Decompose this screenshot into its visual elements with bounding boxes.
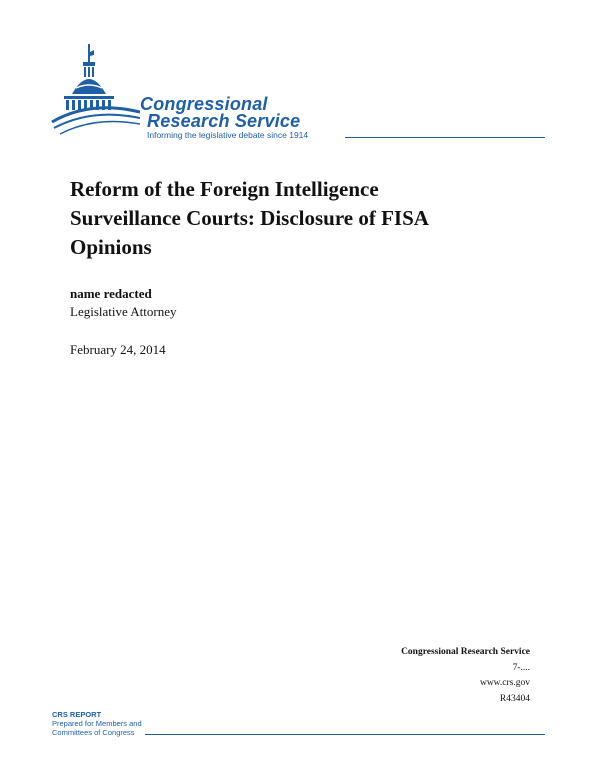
info-block — [310, 645, 530, 707]
footer-committees: Committees of Congress — [52, 728, 135, 737]
info-phone: 7-.... — [512, 662, 530, 673]
report-title: Reform of the Foreign Intelligence Surveillance Courts: Disclosure of FISA Opinions — [70, 177, 428, 259]
logo-tagline: Informing the legislative debate since 1914 — [147, 130, 309, 140]
author-title: Legislative Attorney — [70, 304, 177, 319]
logo-name-line2: Research Service — [147, 111, 301, 131]
logo-divider — [345, 137, 545, 138]
footer-divider — [145, 734, 545, 735]
info-organization: Congressional Research Service — [401, 647, 530, 657]
footer-crs-report: CRS REPORT — [52, 710, 102, 719]
capitol-dome-logo-icon — [50, 42, 140, 142]
footer-prepared-for: Prepared for Members and — [52, 719, 142, 728]
logo-name-line1: Congressional — [140, 94, 268, 114]
publication-date: February 24, 2014 — [70, 342, 166, 357]
info-report-number: R43404 — [499, 693, 530, 704]
author-name: name redacted — [70, 286, 152, 301]
info-website: www.crs.gov — [479, 678, 530, 688]
